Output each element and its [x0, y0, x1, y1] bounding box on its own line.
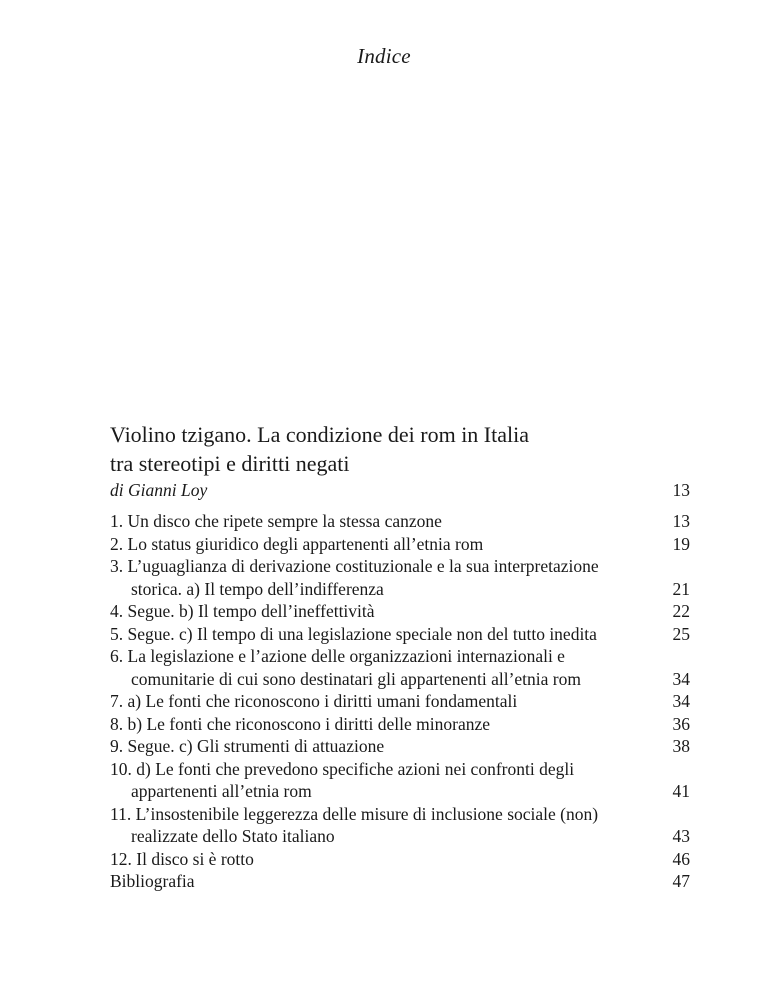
toc-entry-page: 46 — [672, 848, 690, 869]
toc-entry — [110, 848, 690, 871]
toc-entry-text: 7. a) Le fonti che riconoscono i diritti umani fondamentali — [110, 691, 518, 711]
toc-entry — [110, 803, 690, 848]
toc-entry-text: 1. Un disco che ripete sempre la stessa canzone — [110, 511, 442, 531]
toc-entry — [110, 533, 690, 556]
toc-entry — [110, 555, 690, 600]
toc-entry-text: 4. Segue. b) Il tempo dell’ineffettività — [110, 601, 375, 621]
toc-entry-page: 21 — [672, 578, 690, 599]
toc-entry-page: 34 — [672, 668, 690, 689]
toc-entry-page: 41 — [672, 781, 690, 801]
toc-entry — [110, 600, 690, 623]
section-author: di Gianni Loy — [110, 480, 208, 500]
toc-entry-text: 8. b) Le fonti che riconoscono i diritti delle minoranze — [110, 713, 491, 734]
toc-entry — [110, 870, 690, 893]
toc-entry — [110, 623, 690, 646]
toc-entry-text: 10. d) Le fonti che prevedono specifiche azioni nei confronti degli appartenenti all’etnia rom — [110, 758, 575, 801]
section-title — [110, 420, 690, 478]
toc-entry-text: 11. L’insostenibile leggerezza delle misure di inclusione sociale (non) realizzate dello Stato italiano — [110, 803, 599, 846]
toc-entry-list — [110, 510, 690, 893]
toc-entry-page: 38 — [672, 736, 690, 756]
toc-entry-text: 9. Segue. c) Gli strumenti di attuazione — [110, 736, 385, 756]
toc-entry-text: 12. Il disco si è rotto — [110, 848, 254, 869]
page-title: Indice — [357, 44, 411, 68]
toc-entry — [110, 758, 690, 803]
toc-entry-page: 36 — [672, 713, 690, 734]
toc-entry-page: 19 — [672, 533, 690, 554]
toc-entry-page: 34 — [672, 691, 690, 711]
toc-entry-page: 13 — [672, 511, 690, 531]
table-of-contents — [110, 420, 690, 893]
toc-entry-text: 6. La legislazione e l’azione delle organizzazioni internazionali e comunitarie di cui sono destinatari gli appartenenti all’etnia rom — [110, 646, 581, 689]
toc-entry-text: Bibliografia — [110, 871, 195, 891]
toc-entry-text: 3. L’uguaglianza di derivazione costituzionale e la sua interpretazione storica. a) Il tempo dell’indifferenza — [110, 556, 599, 599]
section-title-line-2: tra stereotipi e diritti negati — [110, 451, 350, 476]
toc-entry-page: 25 — [672, 623, 690, 644]
toc-entry — [110, 510, 690, 533]
toc-entry-text: 2. Lo status giuridico degli appartenenti all’etnia rom — [110, 533, 484, 554]
toc-entry — [110, 690, 690, 713]
toc-entry-page: 22 — [672, 601, 690, 621]
toc-entry-text: 5. Segue. c) Il tempo di una legislazione speciale non del tutto inedita — [110, 623, 597, 644]
section-title-line-1: Violino tzigano. La condizione dei rom in Italia — [110, 422, 529, 447]
toc-entry — [110, 713, 690, 736]
toc-entry — [110, 645, 690, 690]
section-page-number: 13 — [672, 480, 690, 500]
toc-entry-page: 47 — [672, 871, 690, 891]
toc-entry — [110, 735, 690, 758]
author-row — [110, 478, 690, 502]
toc-entry-page: 43 — [672, 826, 690, 846]
